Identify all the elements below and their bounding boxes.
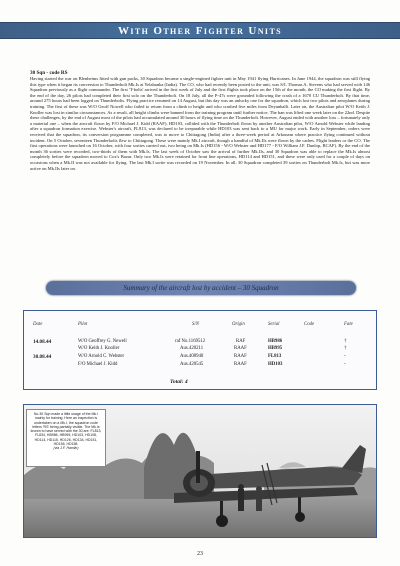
summary-banner-title: Summary of the aircraft lost by accident – 30 Squadron [123,284,279,292]
row-2-pilot: W/O Keith J. Knoller [78,346,120,351]
row-1-pilot: W/O Geoffrey G. Newell [78,339,127,344]
section-heading: 30 Sqn - code RS [30,70,68,76]
row-1-fate: † [344,339,347,344]
row-3-sn: Aus.408940 [180,354,204,359]
row-3-fate: - [344,354,346,359]
page-title: With Other Fighter Units [117,25,283,37]
column-header-serial: Serial [268,322,280,327]
row-3-origin: RAAF [234,354,247,359]
row-1-serial: HB986 [268,339,283,344]
table-total: Total: 4 [170,379,188,385]
photo-caption-text: No.30 Sqn made a little usage of the Mk.I mainly for training. Here an inspection is undertaken on a Mk.I, the squadron code letters 'RS' being partially visible. The Mk.Is known to have served with the 30 are: FL813, FL834, HB986, HB995, HD103, HD108, HD114, HD115, HD126, HD134, HD151, HD156, HD158. [30,412,102,447]
photo-credit: (via J.F. Hamlin) [53,446,79,451]
row-1-origin: RAF [236,339,246,344]
row-4-fate: - [344,362,346,367]
page-number: 23 [197,551,203,557]
row-3-pilot: W/O Arnold C. Webster [78,354,125,359]
row-2-serial: HB995 [268,346,283,351]
row-1-date: 14.08.44 [33,339,52,345]
row-3-serial: FL813 [268,354,282,359]
row-1-sn: raf No.1169512 [175,339,206,344]
row-2-origin: RAAF [234,346,247,351]
row-4-sn: Aus.420545 [180,362,204,367]
column-header-code: Code [304,322,315,327]
row-4-origin: RAAF [234,362,247,367]
column-header-date: Date [33,322,43,327]
row-3-date: 30.08.44 [33,354,52,360]
row-2-sn: Aus.420211 [180,346,204,351]
column-header-fate: Fate [344,322,353,327]
row-4-pilot: F/O Michael J. Kidd [78,362,118,367]
row-2-fate: † [344,346,347,351]
row-4-serial: HD103 [268,362,283,367]
column-header-sn: S/N [192,322,199,327]
column-header-origin: Origin [232,322,245,327]
body-paragraph: Having started the war on Blenheims fitted with gun packs, 30 Squadron became a single-engined fighter unit in May 1941 flying Hurricanes. In June 1944, the squadron was still flying this type when it began its conversion to Thunderbolt Mk.Is at Yelahanka (India). The CO, who had recently been posted to the unit, was S/L Thomas A. Stevens who had served with 146 Squadron previously as a flight commander. The first 'T-bolts' arrived in the first week of July and the first flights took place on the 15th of the month, the CO making the first flight. By the end of the day, 26 pilots had completed their first solo on the Thunderbolt. On 18 July, all the P-47s were grounded following the crash of a 1670 CU Thunderbolt. By that time, around 275 hours had been logged on Thunderbolts. Flying practice resumed on 14 August, but this day was an unlucky one for the squadron, which lost two pilots and aeroplanes during training. The first of these was W/O Geoff Nowell who failed to return from a climb to height and who crashed five miles from Deyanhalli. Later on, the Australian pilot W/O Keith J. Knoller was lost in similar circumstances. As a result, all height climbs were banned from the training program until further notice. The ban was lifted one week later on the 22nd. Despite these challenges, by the end of August most of the pilots had accumulated around 30 hours of flying time on the Thunderbolt. However, August ended with another loss – fortunately only a material one – when the aircraft flown by F/O Michael J. Kidd (RAAF), HD103, collided with the Thunderbolt flown by another Australian pilot, W/O Arnold Webster while landing after a squadron formation exercise. Webster's aircraft, FL813, was declared to be irreparable while HD103 was sent back to a MU for major work. Early in September, orders were received that the squadron, its conversion programme completed, was to move to Chittagong (India) after a three-week period at Arkonam where practice flying continued without incident. On 5 October, seventeen Thunderbolts flew to Chittagong. These were mainly Mk.I aircraft, though a handful of Mk.IIs were flown by the cadres. Flight leaders or the CO. The first operations were launched on 16 October, with four sorties carried out, two being on Mk.Is (HD156 - W/O Webster and HD177 - F/O William J.F. Dunlop, RCAF). By the end of the month 36 sorties were recorded, two-thirds of them with Mk.Is. The last week of October saw the arrival of further Mk.IIs, and 30 Squadron was able to replace the Mk.Is almost completely before the squadron moved to Cox's Bazar. Only two Mk.Is were retained for front line operations, HD114 and HD151, and these were only used for a couple of days on occasions when a Mk.II was not available for flying. The last Mk.I sortie was recorded on 19 November. In all, 30 Squadron completed 39 sorties on Thunderbolt Mk.Is, but was more active on Mk.IIs later on. [30,76,370,171]
column-header-pilot: Pilot [78,322,88,327]
photo-caption [26,409,106,467]
